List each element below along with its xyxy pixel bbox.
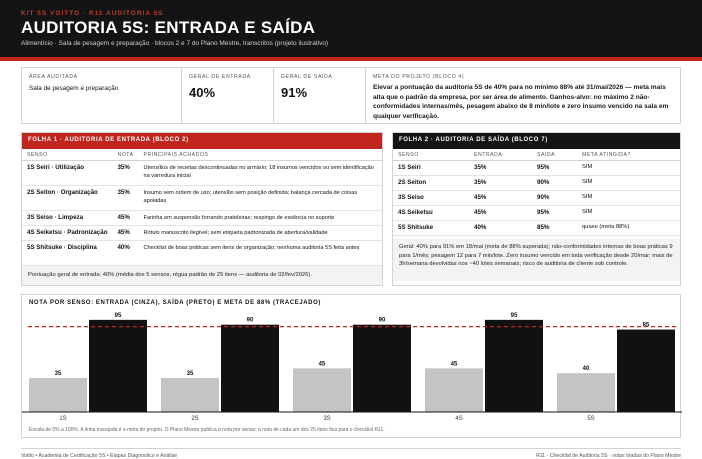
bar-value-label: 45 — [450, 361, 458, 368]
col-senso: SENSO — [393, 149, 469, 161]
kpi-entry-label: GERAL DE ENTRADA — [189, 74, 251, 80]
row-senso: 4S Seiketsu · Padronização — [22, 226, 112, 241]
row-senso: 5S Shitsuke — [393, 221, 469, 236]
kpi-exit — [274, 68, 366, 123]
row-saida: 90% — [532, 191, 577, 206]
table-row — [393, 206, 680, 221]
row-meta: SIM — [577, 176, 680, 191]
kpi-goal-value: Elevar a pontuação da auditoria 5S de 40% para no mínimo 88% até 31/mai/2026 — meta mais alta que o padrão da empresa, por ser área de alimento. Ganhos-alvo: no máximo 2 não-conformidades internas/mês, pesagem abaixo de 8 min/lote e zero insumo vencido na sala em qualquer verificação. — [373, 84, 669, 120]
footer-divider — [21, 448, 681, 449]
bar-value-label: 45 — [318, 361, 326, 368]
table-row — [22, 211, 382, 226]
kpi-area — [22, 68, 182, 123]
row-meta: quase (meta 88%) — [577, 221, 680, 236]
x-tick-label: 3S — [323, 416, 331, 422]
bar-value-label: 85 — [642, 322, 650, 329]
row-nota: 35% — [112, 186, 138, 211]
entry-audit-table — [22, 149, 382, 266]
row-saida: 95% — [532, 206, 577, 221]
row-nota: 35% — [112, 161, 138, 186]
bar-saída — [485, 320, 543, 412]
row-senso: 1S Seiri — [393, 161, 469, 176]
row-nota: 40% — [112, 241, 138, 266]
bar-entrada — [293, 368, 351, 412]
table-row — [22, 241, 382, 266]
table-row — [22, 161, 382, 186]
col-saida: SAÍDA — [532, 149, 577, 161]
row-entrada: 45% — [469, 191, 532, 206]
kpi-exit-label: GERAL DE SAÍDA — [281, 74, 333, 80]
row-achados: Rótulo manuscrito ilegível; sem etiqueta padronizada de abertura/validade — [139, 226, 383, 241]
bar-saída — [89, 320, 147, 412]
row-senso: 3S Seiso — [393, 191, 469, 206]
table-row — [393, 161, 680, 176]
row-senso: 2S Seiton · Organização — [22, 186, 112, 211]
bar-value-label: 35 — [186, 371, 194, 378]
row-entrada: 45% — [469, 206, 532, 221]
senso-score-chart — [21, 294, 681, 438]
col-meta: META ATINGIDA? — [577, 149, 680, 161]
kicker: KIT 5S VOITTO · R11 AUDITORIA 5S — [21, 10, 164, 17]
table-row — [393, 176, 680, 191]
page-footer — [0, 446, 702, 459]
table-row — [22, 226, 382, 241]
entry-audit-sheet — [21, 132, 383, 286]
row-meta: SIM — [577, 191, 680, 206]
row-entrada: 40% — [469, 221, 532, 236]
bar-saída — [353, 325, 411, 412]
accent-bar — [0, 57, 702, 61]
col-nota: NOTA — [112, 149, 138, 161]
bar-value-label: 35 — [54, 371, 62, 378]
kpi-goal — [366, 68, 680, 123]
row-achados: Checklist de boas práticas sem itens de organização; nenhuma auditoria 5S feita antes — [139, 241, 383, 266]
row-senso: 3S Seiso · Limpeza — [22, 211, 112, 226]
row-entrada: 35% — [469, 161, 532, 176]
x-tick-label: 5S — [587, 416, 595, 422]
kpi-entry — [182, 68, 274, 123]
page-subtitle: Alimentício · Sala de pesagem e preparação · blocos 2 e 7 do Plano Mestre, transcritos (projeto ilustrativo) — [21, 40, 329, 47]
bar-entrada — [557, 373, 615, 412]
row-meta: SIM — [577, 161, 680, 176]
row-senso: 4S Seiketsu — [393, 206, 469, 221]
row-achados: Farinha em suspensão forrando prateleiras; respingo de essência no suporte — [139, 211, 383, 226]
row-entrada: 35% — [469, 176, 532, 191]
row-senso: 5S Shitsuke · Disciplina — [22, 241, 112, 266]
entry-sheet-title: FOLHA 1 · AUDITORIA DE ENTRADA (BLOCO 2) — [22, 133, 382, 149]
row-saida: 95% — [532, 161, 577, 176]
kpi-strip — [21, 67, 681, 124]
bar-value-label: 90 — [378, 317, 386, 324]
bar-entrada — [161, 378, 219, 412]
row-senso: 1S Seiri · Utilização — [22, 161, 112, 186]
kpi-area-value: Sala de pesagem e preparação — [29, 85, 119, 92]
x-tick-label: 2S — [191, 416, 199, 422]
x-tick-label: 1S — [59, 416, 67, 422]
col-senso: SENSO — [22, 149, 112, 161]
row-meta: SIM — [577, 206, 680, 221]
col-entrada: ENTRADA — [469, 149, 532, 161]
page-header — [0, 0, 702, 57]
chart-footnote: Escala de 0% a 100%. A linha tracejada é a meta do projeto. O Plano Mestre publica a nota por senso; a nota de cada um dos 25 itens fica para o checklist R11. — [29, 427, 385, 433]
row-nota: 45% — [112, 226, 138, 241]
row-achados: Utensílios de receitas descontinuadas no armário; 18 insumos vencidos ou sem identificação na varredura inicial — [139, 161, 383, 186]
bar-saída — [221, 325, 279, 412]
bar-value-label: 40 — [582, 366, 590, 373]
kpi-exit-value: 91% — [281, 85, 308, 100]
exit-sheet-note: Geral: 40% para 91% em 18/mai (meta de 88% superada); não-conformidades internas de boas práticas 9 para 1/mês; pesagem 12 para 7 min/lote. Zero insumo vencido em toda verificação desde 20/mar; mais de 3h/semana devolvidas nos ~40 lotes semanais; risco de auditoria de cliente sob controle. — [393, 239, 680, 281]
row-saida: 85% — [532, 221, 577, 236]
row-saida: 90% — [532, 176, 577, 191]
table-row — [22, 186, 382, 211]
kpi-entry-value: 40% — [189, 85, 216, 100]
page-title: AUDITORIA 5S: ENTRADA E SAÍDA — [21, 18, 316, 37]
bar-saída — [617, 330, 675, 412]
entry-sheet-note: Pontuação geral de entrada: 40% (média dos 5 sensos, régua padrão de 25 itens — auditoria de 02/fev/2026). — [22, 266, 382, 285]
bar-entrada — [425, 368, 483, 412]
bar-entrada — [29, 378, 87, 412]
table-row — [393, 191, 680, 206]
row-senso: 2S Seiton — [393, 176, 469, 191]
kpi-goal-label: META DO PROJETO (BLOCO 4) — [373, 74, 465, 80]
chart-title: NOTA POR SENSO: ENTRADA (CINZA), SAÍDA (PRETO) E META DE 88% (TRACEJADO) — [29, 300, 321, 306]
bar-value-label: 95 — [114, 312, 122, 319]
bar-value-label: 90 — [246, 317, 254, 324]
bar-value-label: 95 — [510, 312, 518, 319]
exit-audit-table — [393, 149, 680, 236]
x-tick-label: 4S — [455, 416, 463, 422]
exit-audit-sheet — [392, 132, 681, 286]
kpi-area-label: ÁREA AUDITADA — [29, 74, 78, 80]
table-row — [393, 221, 680, 236]
footer-left: Voitto • Academia de Certificação 5S • Etapas Diagnóstico e Análise — [21, 453, 178, 459]
chart-canvas — [22, 295, 682, 439]
row-achados: Insumo sem ordem de uso; utensílio sem posição definida; balança cercada de coisas apoiadas — [139, 186, 383, 211]
col-achados: PRINCIPAIS ACHADOS — [139, 149, 383, 161]
row-nota: 45% — [112, 211, 138, 226]
footer-right: R11 · Checklist de Auditoria 5S · notas tiradas do Plano Mestre — [536, 453, 681, 459]
exit-sheet-title: FOLHA 2 · AUDITORIA DE SAÍDA (BLOCO 7) — [393, 133, 680, 149]
